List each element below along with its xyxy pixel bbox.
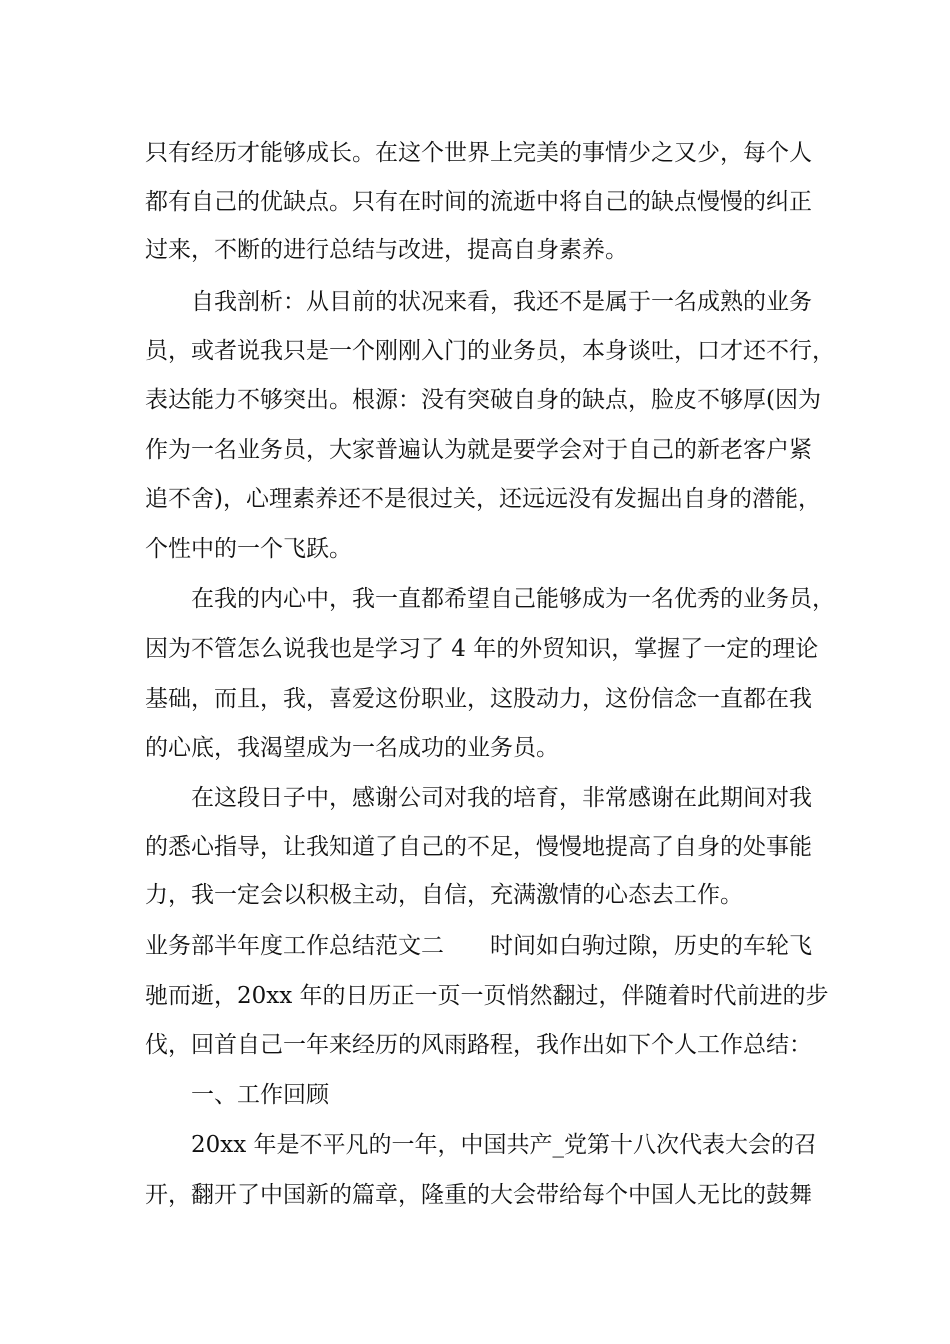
paragraph-line: 基础，而且，我，喜爱这份职业，这股动力，这份信念一直都在我 (145, 686, 812, 712)
paragraph-line: 因为不管怎么说我也是学习了 4 年的外贸知识，掌握了一定的理论 (145, 636, 819, 662)
section-title: 业务部半年度工作总结范文二 (145, 933, 444, 959)
paragraph-line: 的悉心指导，让我知道了自己的不足，慢慢地提高了自身的处事能 (145, 834, 812, 860)
paragraph-line: 作为一名业务员，大家普遍认为就是要学会对于自己的新老客户紧 (145, 437, 812, 463)
paragraph-line: 追不舍)，心理素养还不是很过关，还远远没有发掘出自身的潜能， (145, 486, 821, 512)
paragraph-line: 都有自己的优缺点。只有在时间的流逝中将自己的缺点慢慢的纠正 (145, 189, 812, 215)
subheading: 一、工作回顾 (191, 1082, 329, 1108)
paragraph-line: 表达能力不够突出。根源：没有突破自身的缺点，脸皮不够厚(因为 (145, 387, 821, 413)
paragraph-line: 员，或者说我只是一个刚刚入门的业务员，本身谈吐，口才还不行， (145, 338, 835, 364)
paragraph-line: 自我剖析：从目前的状况来看，我还不是属于一名成熟的业务 (191, 289, 812, 315)
section-heading-line (145, 931, 812, 961)
section-intro: 时间如白驹过隙，历史的车轮飞 (490, 933, 812, 959)
paragraph-line: 开，翻开了中国新的篇章，隆重的大会带给每个中国人无比的鼓舞 (145, 1182, 812, 1208)
paragraph-line: 个性中的一个飞跃。 (145, 536, 352, 562)
paragraph-line: 在我的内心中，我一直都希望自己能够成为一名优秀的业务员， (191, 586, 835, 612)
paragraph-line: 伐，回首自己一年来经历的风雨路程，我作出如下个人工作总结： (145, 1032, 812, 1058)
paragraph-line: 在这段日子中，感谢公司对我的培育，非常感谢在此期间对我 (191, 785, 812, 811)
paragraph-line: 的心底，我渴望成为一名成功的业务员。 (145, 735, 559, 761)
paragraph-line: 驰而逝，20xx 年的日历正一页一页悄然翻过，伴随着时代前进的步 (145, 983, 829, 1009)
paragraph-line: 力，我一定会以积极主动，自信，充满激情的心态去工作。 (145, 882, 743, 908)
paragraph-line: 20xx 年是不平凡的一年，中国共产_党第十八次代表大会的召 (191, 1132, 818, 1158)
paragraph-line: 只有经历才能够成长。在这个世界上完美的事情少之又少，每个人 (145, 140, 812, 166)
paragraph-line: 过来，不断的进行总结与改进，提高自身素养。 (145, 237, 628, 263)
